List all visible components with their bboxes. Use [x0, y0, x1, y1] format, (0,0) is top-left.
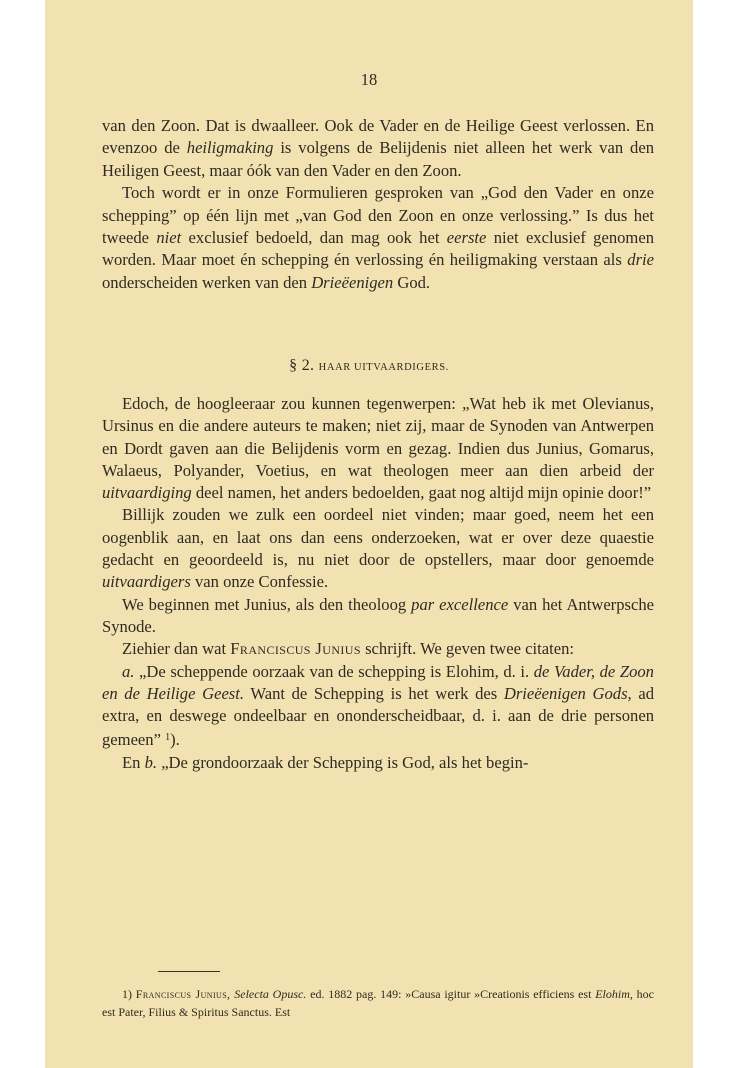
- paragraph-7: a. „De scheppende oorzaak van de schepping is Elohim, d. i. de Vader, de Zoon en de Heilige Geest. Want de Schepping is het werk des Drieëenigen Gods, ad extra, en deswege ondeelbaar en ononderscheidbaar, d. i. aan de drie personen gemeen” $^1$).: [102, 661, 654, 750]
- footnote-marker: 1): [122, 987, 132, 1001]
- text-block-main: [102, 393, 654, 774]
- text-block-top: [102, 115, 654, 294]
- paragraph-6: Ziehier dan wat Franciscus Junius schrijft. We geven twee citaten:: [122, 639, 575, 659]
- footnote-divider: [158, 971, 220, 972]
- paragraph-1: van den Zoon. Dat is dwaalleer. Ook de Vader en de Heilige Geest verlossen. En evenzoo de heiligmaking is volgens de Belijdenis niet alleen het werk van den Heiligen Geest, maar óók van den Vader en den Zoon.: [102, 116, 654, 180]
- paragraph-2: Toch wordt er in onze Formulieren gesproken van „God den Vader en onze schepping” op één lijn met „van God den Zoon en onze verlossing.” Is dus het tweede niet exclusief bedoeld, dan mag ook het eerste niet exclusief genomen worden. Maar moet én schepping én verlossing én heiligmaking verstaan als drie onderscheiden werken van den Drieëenigen God.: [102, 183, 654, 292]
- section-heading: [0, 357, 738, 375]
- paragraph-3: Edoch, de hoogleeraar zou kunnen tegenwerpen: „Wat heb ik met Olevianus, Ursinus en die andere auteurs te maken; niet zij, maar de Synoden van Antwerpen en Dordt gaven aan die Belijdenis vorm en gezag. Indien dus Junius, Gomarus, Walaeus, Polyander, Voetius, en wat theologen meer aan dien arbeid der uitvaardiging deel namen, het anders bedoelden, gaat nog altijd mijn opinie door!”: [102, 394, 654, 503]
- paragraph-8: En b. „De grondoorzaak der Schepping is God, als het begin-: [122, 752, 529, 772]
- footnote: [102, 985, 654, 1021]
- paragraph-5: We beginnen met Junius, als den theoloog par excellence van het Antwerpsche Synode.: [102, 594, 654, 636]
- footnote-reference: 1: [165, 732, 171, 744]
- footnote-text: 1) Franciscus Junius, Selecta Opusc. ed. 1882 pag. 149: »Causa igitur »Creationis efficiens est Elohim, hoc est Pater, Filius & Spiritus Sanctus. Est: [102, 987, 654, 1019]
- section-title: HAAR UITVAARDIGERS.: [318, 362, 449, 373]
- page-number: 18: [360, 70, 378, 89]
- section-symbol: § 2.: [289, 357, 315, 374]
- paragraph-4: Billijk zouden we zulk een oordeel niet vinden; maar goed, neem het een oogenblik aan, en laat ons dan eens onderzoeken, wat er over deze quaestie gedacht en geoordeeld is, nu niet door de opstellers, maar door genoemde uitvaardigers van onze Confessie.: [102, 505, 654, 592]
